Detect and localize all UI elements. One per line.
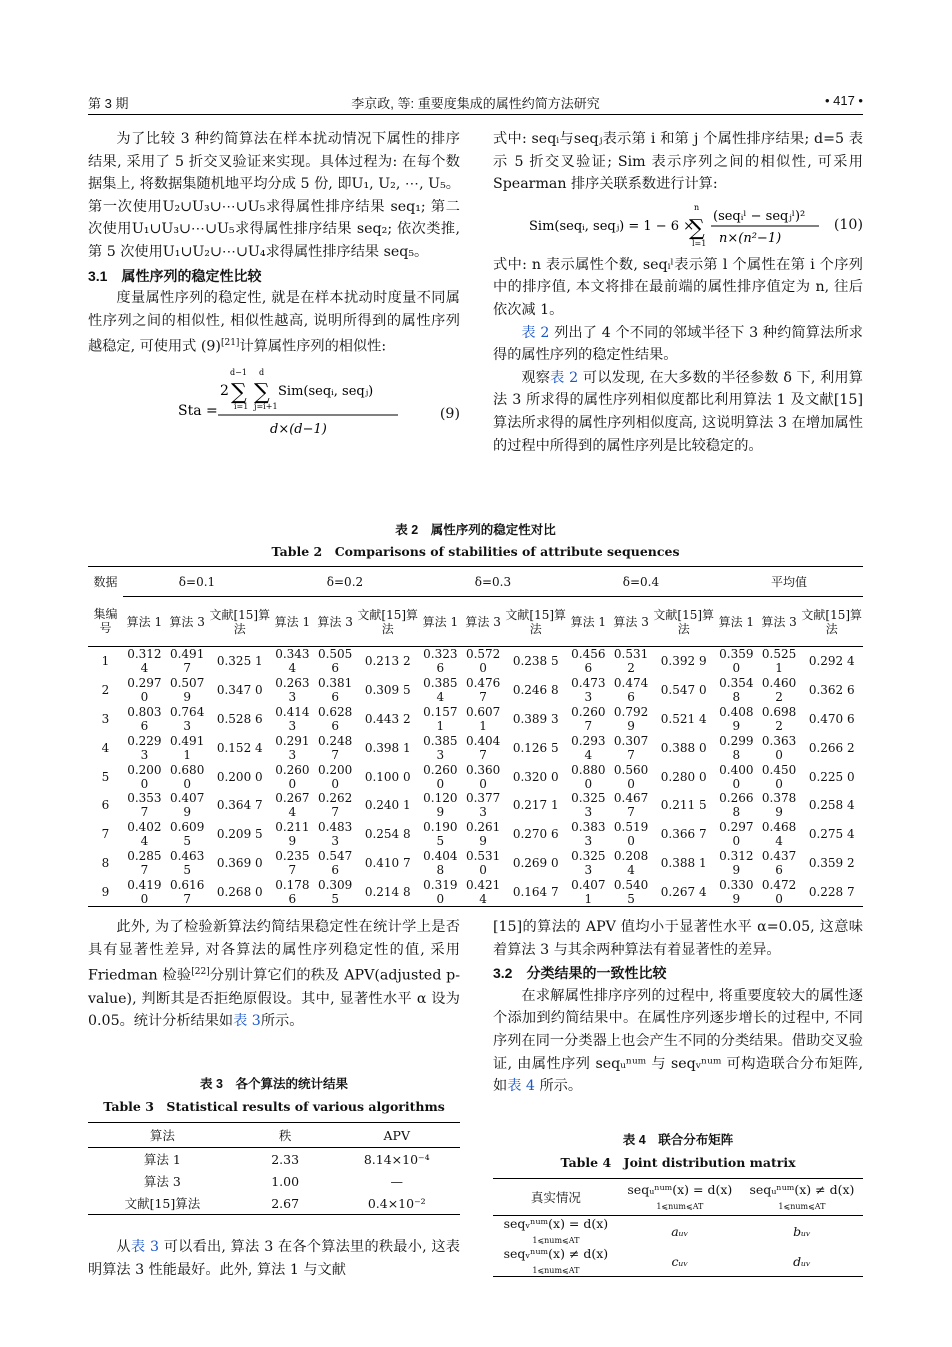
table-cell: 0.354 8: [719, 676, 754, 705]
table-cell: 0.460 2: [761, 676, 797, 705]
table-2-group-header: [88, 567, 863, 597]
table-row: [88, 791, 863, 820]
table-cell: 0.325 3: [571, 791, 606, 820]
table-cell: 0.491 7: [169, 647, 205, 676]
svg-text:d−1: d−1: [230, 367, 247, 377]
table-row: [88, 762, 863, 791]
row-header-top: 数据: [88, 567, 123, 597]
dataset-id: 3: [101, 711, 110, 726]
table-cell: 0.359 2: [808, 855, 855, 870]
table-cell: 0.312 9: [719, 848, 754, 877]
svg-text:2: 2: [220, 382, 229, 399]
table-2-caption-cn: 表 2 属性序列的稳定性对比: [395, 523, 556, 537]
sub-col-header: 算法 3: [166, 597, 209, 647]
dataset-id: 5: [101, 769, 110, 784]
equation-10-formula: [529, 196, 849, 254]
table-row: [88, 877, 863, 906]
running-header: [88, 93, 863, 113]
svg-text:∑: ∑: [231, 379, 247, 405]
sub-col-header: 算法 1: [123, 597, 166, 647]
group-header: 平均值: [715, 567, 863, 597]
paragraph-apv-conclusion: [15]的算法的 APV 值均小于显著性水平 α=0.05, 这意味着算法 3 与其余两种算法有着显著性的差异。: [493, 919, 863, 958]
col-rank: 秩: [237, 1123, 334, 1148]
table-cell: 0.609 5: [169, 820, 205, 849]
table-cell: 0.260 0: [423, 762, 458, 791]
table-cell: 0.491 1: [169, 733, 205, 762]
table-cell: 0.190 5: [423, 820, 458, 849]
running-title: 李京政, 等: 重要度集成的属性约简方法研究: [351, 96, 600, 111]
table-cell: 0.680 0: [169, 762, 205, 791]
table-2-caption-en: Table 2 Comparisons of stabilities of attribute sequences: [271, 544, 680, 559]
table-cell: 0.213 2: [364, 654, 411, 669]
paragraph-seq-definition: 式中: seqᵢ与seqⱼ表示第 i 和第 j 个属性排序结果; d=5 表示 5 折交叉验证; Sim 表示序列之间的相似性, 可采用 Spearman 排序关联系数进行计算:: [493, 131, 863, 193]
table-cell: 0.764 3: [169, 704, 205, 733]
table-cell: 0.325 3: [571, 848, 606, 877]
svg-text:d: d: [259, 367, 265, 377]
svg-text:d×(d−1): d×(d−1): [270, 421, 327, 437]
dataset-id: 8: [101, 855, 110, 870]
table-3: [88, 1122, 460, 1215]
table-cell: 0.377 3: [465, 791, 501, 820]
table-2-link[interactable]: 表 2: [521, 324, 550, 341]
table-4-link[interactable]: 表 4: [507, 1078, 535, 1095]
table-cell: 0.292 4: [808, 654, 855, 669]
table-cell: 0.330 9: [715, 877, 758, 906]
table-cell: 0.238 5: [512, 654, 559, 669]
table-cell: 0.211 9: [275, 820, 310, 849]
group-header: δ=0.1: [123, 567, 271, 597]
table-cell: 0.157 1: [423, 704, 458, 733]
right-column-bottom: [493, 916, 863, 1098]
svg-text:(seqᵢˡ − seqⱼˡ)²: (seqᵢˡ − seqⱼˡ)²: [713, 208, 806, 224]
table-cell: 0.364 7: [216, 798, 263, 813]
section-3-1-heading: 3.1 属性序列的稳定性比较: [88, 267, 262, 284]
row-header-sub: 集编号: [88, 597, 123, 647]
sub-col-header: 算法 3: [314, 597, 357, 647]
col-u-wrong: seqᵤⁿᵘᵐ(x) ≠ d(x) 1⩽num⩽AT: [741, 1179, 863, 1216]
header-rule: [88, 114, 863, 115]
issue-number: 第 3 期: [88, 96, 129, 111]
table-cell: 0.178 6: [271, 877, 314, 906]
table-cell: 0.388 0: [660, 740, 707, 755]
table-cell: 0.320 0: [512, 769, 559, 784]
equation-9-formula: [158, 365, 458, 445]
left-column-end: [88, 1236, 460, 1281]
table-cell: 0.269 0: [512, 855, 559, 870]
table-cell: 0.389 3: [512, 711, 559, 726]
table-cell: 0.291 3: [275, 733, 310, 762]
table-cell: 0.285 7: [127, 848, 162, 877]
table-cell: 0.246 8: [512, 683, 559, 698]
table-cell: 0.164 7: [505, 877, 567, 906]
page-number: • 417 •: [824, 93, 863, 108]
table-cell: 0.381 6: [317, 676, 353, 705]
table-cell: 0.309 5: [364, 683, 411, 698]
table-cell: 0.698 2: [761, 704, 797, 733]
table-2-link-2[interactable]: 表 2: [550, 369, 579, 386]
table-cell: 0.297 0: [127, 676, 162, 705]
table-cell: 0.254 8: [364, 827, 411, 842]
table-cell: 0.414 3: [275, 704, 310, 733]
paragraph-table2-intro: 表 2 列出了 4 个不同的邻域半径下 3 种约简算法所求得的属性序列的稳定性结果。: [493, 324, 863, 364]
table-cell: 0.268 0: [209, 877, 271, 906]
table-cell: 0.266 8: [719, 791, 754, 820]
table-3-caption-cn: 表 3 各个算法的统计结果: [200, 1077, 348, 1091]
table-row: [88, 647, 863, 676]
table-cell: 0.363 0: [761, 733, 797, 762]
table-cell: 0.217 1: [512, 798, 559, 813]
left-column-bottom: [88, 916, 460, 1033]
table-cell: 0.225 0: [808, 769, 855, 784]
table-2-subheader: [88, 597, 863, 647]
table-row: [88, 849, 863, 878]
table-cell: 0.385 3: [423, 733, 458, 762]
group-header: δ=0.3: [419, 567, 567, 597]
table-cell: 0.240 1: [364, 798, 411, 813]
table-4-caption-cn: 表 4 联合分布矩阵: [622, 1133, 734, 1147]
table-cell: 0.378 9: [761, 791, 797, 820]
svg-text:∑: ∑: [689, 215, 705, 241]
table-cell: 0.270 6: [512, 827, 559, 842]
table-cell: 0.483 3: [317, 820, 353, 849]
table-cell: 0.383 3: [571, 820, 606, 849]
sub-col-header: 文献[15]算法: [209, 597, 271, 647]
table-cell: 0.353 7: [127, 791, 162, 820]
table-3-header: [88, 1123, 460, 1148]
table-cell: 0.228 7: [800, 877, 863, 906]
table-3-caption-en: Table 3 Statistical results of various algorithms: [103, 1099, 445, 1114]
svg-text:∑: ∑: [254, 379, 270, 405]
svg-text:Sim(seqᵢ, seqⱼ): Sim(seqᵢ, seqⱼ): [278, 383, 374, 399]
group-header: δ=0.4: [567, 567, 715, 597]
table-cell: 0.404 8: [423, 848, 458, 877]
table-cell: 0.410 7: [364, 855, 411, 870]
table-row: [88, 705, 863, 734]
right-column-top: [493, 128, 863, 457]
table-cell: 0.521 4: [660, 711, 707, 726]
table-cell: 0.437 6: [761, 848, 797, 877]
sub-col-header: 文献[15]算法: [652, 597, 714, 647]
table-cell: 0.261 9: [465, 820, 501, 849]
dataset-id: 1: [101, 654, 110, 669]
sub-col-header: 算法 1: [567, 597, 610, 647]
table-cell: 0.402 4: [127, 820, 162, 849]
table-cell: 0.450 0: [761, 762, 797, 791]
table-cell: 0.200 0: [216, 769, 263, 784]
table-cell: 0.407 1: [567, 877, 610, 906]
table-cell: 0.260 0: [275, 762, 310, 791]
paragraph-friedman: 此外, 为了检验新算法约简结果稳定性在统计学上是否具有显著性差异, 对各算法的属性序列稳定性的值, 采用 Friedman 检验[22]分别计算它们的秩及 APV(adjusted p-value), 判断其是否拒绝原假设。其中, 显著性水平 α 设为 0.05。统计分析结果如表 3所示。: [88, 919, 460, 1030]
table-cell: 0.616 7: [166, 877, 209, 906]
table-cell: 0.248 7: [317, 733, 353, 762]
table-2: [88, 566, 863, 907]
col-apv: APV: [334, 1123, 460, 1148]
sub-col-header: 算法 1: [715, 597, 758, 647]
table-cell: 0.525 1: [761, 647, 797, 676]
table-cell: 0.528 6: [216, 711, 263, 726]
dataset-id: 7: [101, 827, 110, 842]
paragraph-stability: 度量属性序列的稳定性, 就是在样本扰动时度量不同属性序列之间的相似性, 相似性越高, 说明所得到的属性序列越稳定, 可使用式 (9)[21]计算属性序列的相似性:: [88, 290, 460, 356]
table-cell: 0.392 9: [660, 654, 707, 669]
svg-text:j=i+1: j=i+1: [254, 401, 278, 411]
dataset-id: 2: [101, 683, 110, 698]
sub-col-header: 算法 3: [610, 597, 653, 647]
table-4: [493, 1178, 863, 1277]
row-v-wrong: seqᵥⁿᵘᵐ(x) ≠ d(x) 1⩽num⩽AT: [493, 1246, 619, 1277]
svg-text:Sta =: Sta =: [178, 402, 218, 419]
table-cell: 0.473 3: [571, 676, 606, 705]
col-algorithm: 算法: [88, 1123, 237, 1148]
equation-10-number: (10): [833, 216, 863, 233]
table-cell: 0.505 6: [317, 647, 353, 676]
table-cell: 0.200 0: [127, 762, 162, 791]
sub-col-header: 算法 3: [462, 597, 505, 647]
dataset-id: 6: [101, 798, 110, 813]
table-cell: 0.628 6: [317, 704, 353, 733]
table-cell: 0.366 7: [660, 827, 707, 842]
table-cell: 0.307 7: [613, 733, 649, 762]
col-u-correct: seqᵤⁿᵘᵐ(x) = d(x) 1⩽num⩽AT: [619, 1179, 741, 1216]
left-column-top: [88, 128, 460, 445]
table-cell: 0.472 0: [758, 877, 801, 906]
group-header: δ=0.2: [271, 567, 419, 597]
table-cell: 0.385 4: [423, 676, 458, 705]
sub-col-header: 文献[15]算法: [505, 597, 567, 647]
table-cell: 0.293 4: [571, 733, 606, 762]
equation-10: [493, 196, 863, 254]
sub-col-header: 算法 3: [758, 597, 801, 647]
table-cell: 0.267 4: [275, 791, 310, 820]
paragraph-rank-conclusion: 从表 3 可以看出, 算法 3 在各个算法里的秩最小, 这表明算法 3 性能最好。此外, 算法 1 与文献: [88, 1239, 460, 1278]
table-cell: 0.297 0: [719, 820, 754, 849]
table-cell: 0.120 9: [423, 791, 458, 820]
sub-col-header: 算法 1: [419, 597, 462, 647]
table-cell: 0.531 0: [465, 848, 501, 877]
table-cell: 0.275 4: [808, 827, 855, 842]
svg-text:n: n: [694, 202, 700, 212]
table-cell: 0.400 0: [719, 762, 754, 791]
table-cell: 0.408 9: [719, 704, 754, 733]
table-cell: 0.547 6: [317, 848, 353, 877]
table-cell: 0.407 9: [169, 791, 205, 820]
table-cell: 0.507 9: [169, 676, 205, 705]
table-cell: 0.369 0: [216, 855, 263, 870]
dataset-id: 4: [101, 740, 110, 755]
row-v-correct: seqᵥⁿᵘᵐ(x) = d(x) 1⩽num⩽AT: [503, 1216, 609, 1245]
table-cell: 0.362 6: [808, 683, 855, 698]
table-cell: 0.547 0: [660, 683, 707, 698]
table-cell: 0.200 0: [317, 762, 353, 791]
table-cell: 0.258 4: [808, 798, 855, 813]
svg-text:l=1: l=1: [692, 238, 707, 248]
table-cell: 0.266 2: [808, 740, 855, 755]
table-cell: 0.880 0: [571, 762, 606, 791]
table-cell: 0.470 6: [808, 711, 855, 726]
table-cell: 0.126 5: [512, 740, 559, 755]
table-cell: 0.456 6: [571, 647, 606, 676]
table-cell: 0.263 3: [275, 676, 310, 705]
equation-9: [88, 365, 460, 445]
table-cell: 0.343 4: [275, 647, 310, 676]
table-3-link[interactable]: 表 3: [233, 1013, 261, 1030]
table-row: [88, 820, 863, 849]
table-cell: 0.404 7: [465, 733, 501, 762]
table-cell: 0.309 5: [314, 877, 357, 906]
paragraph-joint-matrix: 在求解属性排序序列的过程中, 将重要度较大的属性逐个添加到约简结果中。在属性序列逐步增长的过程中, 不同序列在同一分类器上也会产生不同的分类结果。借助交叉验证, 由属性序列 seqᵤⁿᵘᵐ 与 seqᵥⁿᵘᵐ 可构造联合分布矩阵, 如表 4 所示。: [493, 987, 863, 1095]
citation-22[interactable]: [22]: [191, 967, 210, 978]
svg-text:Sim(seqᵢ, seqⱼ) = 1 − 6 ×: Sim(seqᵢ, seqⱼ) = 1 − 6 ×: [529, 218, 695, 234]
table-cell: 0.280 0: [660, 769, 707, 784]
table-cell: 0.463 5: [169, 848, 205, 877]
table-cell: 0.803 6: [127, 704, 162, 733]
table-cell: 0.100 0: [364, 769, 411, 784]
table-cell: 0.229 3: [127, 733, 162, 762]
sub-col-header: 文献[15]算法: [357, 597, 419, 647]
table-cell: 0.467 7: [613, 791, 649, 820]
table-cell: 0.398 1: [364, 740, 411, 755]
table-cell: 0.262 7: [317, 791, 353, 820]
table-cell: 0.572 0: [465, 647, 501, 676]
table-cell: 0.319 0: [419, 877, 462, 906]
table-cell: 0.560 0: [613, 762, 649, 791]
section-3-2-heading: 3.2 分类结果的一致性比较: [493, 965, 667, 982]
paragraph-n-definition: 式中: n 表示属性个数, seqᵢˡ表示第 l 个属性在第 i 个序列中的排序值, 本文将排在最前端的属性排序值定为 n, 往后依次减 1。: [493, 256, 863, 318]
table-cell: 0.347 0: [216, 683, 263, 698]
table-cell: 0.421 4: [462, 877, 505, 906]
table-cell: 0.208 4: [613, 848, 649, 877]
table-row: [88, 676, 863, 705]
table-cell: 0.323 6: [423, 647, 458, 676]
paragraph-table2-observation: 观察表 2 可以发现, 在大多数的半径参数 δ 下, 利用算法 3 所求得的属性序列相似度都比利用算法 1 及文献[15]算法所求得的属性序列相似度高, 这说明算法 3 在增加属性的过程中所得到的属性序列是比较稳定的。: [493, 369, 863, 454]
svg-text:i=1: i=1: [234, 401, 249, 411]
table-row: seqᵥⁿᵘᵐ(x) = d(x) 1⩽num⩽AT aᵤᵥ bᵤᵥ: [493, 1216, 863, 1247]
table-cell: 0.235 7: [275, 848, 310, 877]
table-cell: 0.540 5: [610, 877, 653, 906]
paragraph-cross-validation: 为了比较 3 种约简算法在样本扰动情况下属性的排序结果, 采用了 5 折交叉验证来实现。具体过程为: 在每个数据集上, 将数据集随机地平均分成 5 份, 即U₁, U₂, ⋯, U₅。第一次使用U₂∪U₃∪⋯∪U₅求得属性排序结果 seq₁; 第二次使用U₁∪U₃∪⋯∪U₅求得属性排序结果 seq₂; 依次类推, 第 5 次使用U₁∪U₂∪⋯∪U₄求得属性排序结果 seq₅。: [88, 131, 460, 260]
table-cell: 0.211 5: [660, 798, 707, 813]
table-4-header: [493, 1179, 863, 1216]
col-truth: 真实情况: [493, 1179, 619, 1216]
table-cell: 0.299 8: [719, 733, 754, 762]
citation-21[interactable]: [21]: [220, 338, 240, 349]
table-cell: 0.325 1: [216, 654, 263, 669]
table-cell: 0.607 1: [465, 704, 501, 733]
table-cell: 0.474 6: [613, 676, 649, 705]
table-cell: 0.267 4: [652, 877, 714, 906]
table-row: [88, 733, 863, 762]
table-cell: 0.360 0: [465, 762, 501, 791]
table-cell: 0.419 0: [123, 877, 166, 906]
table-cell: 0.468 4: [761, 820, 797, 849]
sub-col-header: 文献[15]算法: [800, 597, 863, 647]
table-cell: 0.359 0: [719, 647, 754, 676]
table-cell: 0.519 0: [613, 820, 649, 849]
table-cell: 0.209 5: [216, 827, 263, 842]
dataset-id: 9: [88, 877, 123, 906]
sub-col-header: 算法 1: [271, 597, 314, 647]
table-cell: 0.312 4: [127, 647, 162, 676]
table-cell: 0.388 1: [660, 855, 707, 870]
table-3-link-2[interactable]: 表 3: [130, 1239, 159, 1255]
table-cell: 0.214 8: [357, 877, 419, 906]
table-row: 算法 3 1.00 —: [143, 1173, 403, 1189]
table-row: 算法 1 2.33 8.14×10⁻⁴: [143, 1151, 430, 1167]
table-cell: 0.443 2: [364, 711, 411, 726]
table-row: seqᵥⁿᵘᵐ(x) ≠ d(x) 1⩽num⩽AT cᵤᵥ dᵤᵥ: [493, 1246, 863, 1277]
table-cell: 0.792 9: [613, 704, 649, 733]
table-4-caption-en: Table 4 Joint distribution matrix: [560, 1155, 796, 1170]
table-cell: 0.260 7: [571, 704, 606, 733]
table-cell: 0.476 7: [465, 676, 501, 705]
svg-text:n×(n²−1): n×(n²−1): [719, 230, 782, 246]
table-2-body: [88, 647, 863, 907]
table-cell: 0.531 2: [613, 647, 649, 676]
table-row: 文献[15]算法 2.67 0.4×10⁻²: [88, 1192, 460, 1215]
equation-9-number: (9): [439, 405, 460, 422]
table-cell: 0.152 4: [216, 740, 263, 755]
